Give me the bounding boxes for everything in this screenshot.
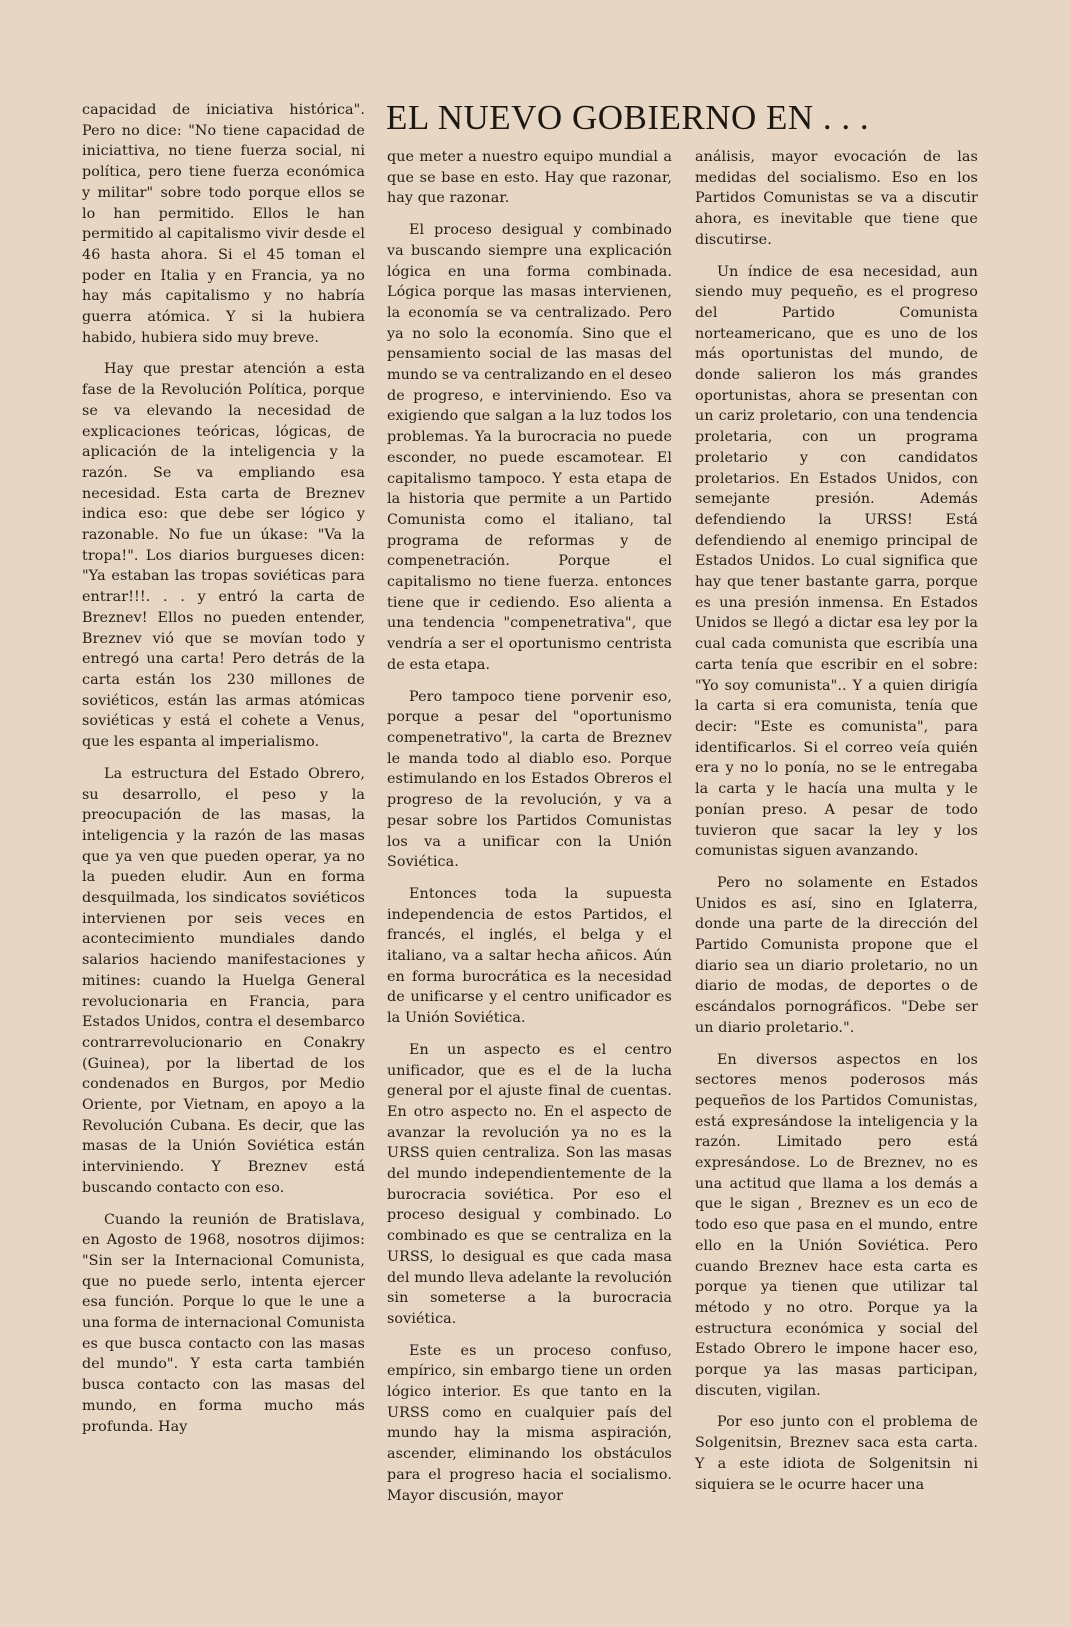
paragraph: análisis, mayor evocación de las medidas del socialismo. Eso en los Partidos Comunistas se va a discutir ahora, es inevitable que tiene que discutirse.: [695, 149, 978, 248]
paragraph: El proceso desigual y combinado va buscando siempre una explicación lógica en una forma combinada. Lógica porque las masas intervienen, la economía se va centralizado. Pero ya no solo la economía. Sino que el pensamiento social de las masas del mundo se va centralizando en el deseo de progreso, e interviniendo. Eso va exigiendo que salgan a la luz todos los problemas. Ya la burocracia no puede esconder, no puede escamotear. El capitalismo tampoco. Y esta etapa de la historia que permite a un Partido Comunista como el italiano, tal programa de reformas y de compenetración. Porque el capitalismo no tiene fuerza. entonces tiene que ir cediendo. Eso alienta a una tendencia "compenetrativa", que vendría a ser el oportunismo centrista de esta etapa.: [387, 222, 672, 673]
paragraph: Un índice de esa necesidad, aun siendo muy pequeño, es el progreso del Partido Comunista norteamericano, que es uno de los más oportunistas del mundo, de donde salieron los más grandes oportunistas, ahora se presentan con un cariz proletario, con una tendencia proletaria, con un programa proletario y con candidatos proletarios. En Estados Unidos, con semejante presión. Además defendiendo la URSS! Está defendiendo al enemigo principal de Estados Unidos. Lo cual significa que hay que tener bastante garra, porque es una presión inmensa. En Estados Unidos se llegó a dictar esa ley por la cual cada comunista que escribía una carta tenía que escribir en el sobre: "Yo soy comunista".. Y a quien dirigía la carta si era comunista, tenía que decir: "Este es comunista", para identificarlos. Si el correo veía quién era y no lo ponía, no se le entregaba la carta y le hacía una multa y le ponían preso. A pesar de todo tuvieron que sacar la ley y los comunistas siguen avanzando.: [695, 263, 978, 860]
paragraph: Cuando la reunión de Bratislava, en Agosto de 1968, nosotros dijimos: "Sin ser la Internacional Comunista, que no puede serlo, intenta ejercer esa función. Porque lo que le une a una forma de internacional Comunista es que busca contacto con las masas del mundo". Y esta carta también busca contacto con las masas del mundo, en forma mucho más profunda. Hay: [82, 1211, 365, 1435]
paragraph: Pero tampoco tiene porvenir eso, porque a pesar del "oportunismo compenetrativo", la carta de Breznev le manda todo al diablo eso. Porque estimulando en los Estados Obreros el progreso de la revolución, y va a pesar sobre los Partidos Comunistas los va a unificar con la Unión Soviética.: [387, 688, 672, 871]
paragraph: Pero no solamente en Estados Unidos es así, sino en Iglaterra, donde una parte de la dirección del Partido Comunista propone que el diario sea un diario proletario, no un diario de modas, de deportes o de escándalos pornográficos. "Debe ser un diario proletario.".: [695, 874, 978, 1036]
paragraph: En diversos aspectos en los sectores menos poderosos más pequeños de los Partidos Comunistas, está expresándose la inteligencia y la razón. Limitado pero está expresándose. Lo de Breznev, no es una actitud que llama a los demás a que le sigan , Breznev es un eco de todo eso que pasa en el mundo, entre ello en la Unión Soviética. Pero cuando Breznev hace esta carta es porque ya tienen que utilizar tal método y no otro. Porque ya la estructura económica y social del Estado Obrero le impone hacer eso, porque ya las masas participan, discuten, vigilan.: [695, 1051, 978, 1399]
paragraph: capacidad de iniciativa histórica". Pero no dice: "No tiene capacidad de iniciattiva, no tiene fuerza social, ni política, pero tiene fuerza económica y militar" sobre todo porque ellos se lo han permitido. Ellos le han permitido al capitalismo vivir desde el 46 hasta ahora. Si el 45 toman el poder en Italia y en Francia, ya no hay más capitalismo y no habría guerra atómica. Y si la hubiera habido, hubiera sido muy breve.: [82, 102, 365, 346]
paragraph: Hay que prestar atención a esta fase de la Revolución Política, porque se va elevando la necesidad de explicaciones teóricas, lógicas, de aplicación de la inteligencia y la razón. Se va empliando esa necesidad. Esta carta de Breznev indica eso: que debe ser lógico y razonable. No fue un úkase: "Va la tropa!". Los diarios burgueses dicen: "Ya estaban las tropas soviéticas para entrar!!!. . . y entró la carta de Breznev! Ellos no pueden entender, Breznev vió que se movían todo y entregó una carta! Pero detrás de la carta están los 230 millones de soviéticos, están las armas atómicas soviéticas y está el cohete a Venus, que les espanta al imperialismo.: [82, 361, 365, 751]
article-title: EL NUEVO GOBIERNO EN . . .: [386, 98, 870, 137]
text-column-3: [695, 147, 978, 1506]
paragraph: Por eso junto con el problema de Solgenitsin, Breznev saca esta carta. Y a este idiota de Solgenitsin ni siquiera se le ocurre hacer una: [695, 1414, 978, 1493]
paragraph: Este es un proceso confuso, empírico, sin embargo tiene un orden lógico interior. Es que tanto en la URSS como en cualquier país del mundo hay la misma aspiración, ascender, eliminando los obstáculos para el progreso hacia el socialismo. Mayor discusión, mayor: [387, 1342, 672, 1504]
paragraph: que meter a nuestro equipo mundial a que se base en esto. Hay que razonar, hay que razonar.: [387, 149, 672, 207]
paragraph: La estructura del Estado Obrero, su desarrollo, el peso y la preocupación de las masas, la inteligencia y la razón de las masas que ya ven que pueden operar, ya no la pueden eludir. Aun en forma desquilmada, los sindicatos soviéticos intervienen por seis veces en acontecimiento mundiales dando salarios haciendo manifestaciones y mitines: cuando la Huelga General revolucionaria en Francia, para Estados Unidos, contra el desembarco contrarrevolucionario en Conakry (Guinea), por la libertad de los condenados en Burgos, por Medio Oriente, por Vietnam, en apoyo a la Revolución Cubana. Es decir, que las masas de la Unión Soviética están interviniendo. Y Breznev está buscando contacto con eso.: [82, 765, 365, 1196]
text-column-1: [82, 100, 365, 1448]
text-column-2: [387, 147, 672, 1517]
paragraph: Entonces toda la supuesta independencia de estos Partidos, el francés, el inglés, el belga y el italiano, va a saltar hecha añicos. Aún en forma burocrática es la necesidad de unificarse y el centro unificador es la Unión Soviética.: [387, 885, 672, 1027]
paragraph: En un aspecto es el centro unificador, que es el de la lucha general por el ajuste final de cuentas. En otro aspecto no. En el aspecto de avanzar la revolución ya no es la URSS quien centraliza. Son las masas del mundo independientemente de la burocracia soviética. Por eso el proceso desigual y combinado. Lo combinado es que se centraliza en la URSS, lo desigual es que cada masa del mundo lleva adelante la revolución sin someterse a la burocracia soviética.: [387, 1041, 672, 1327]
